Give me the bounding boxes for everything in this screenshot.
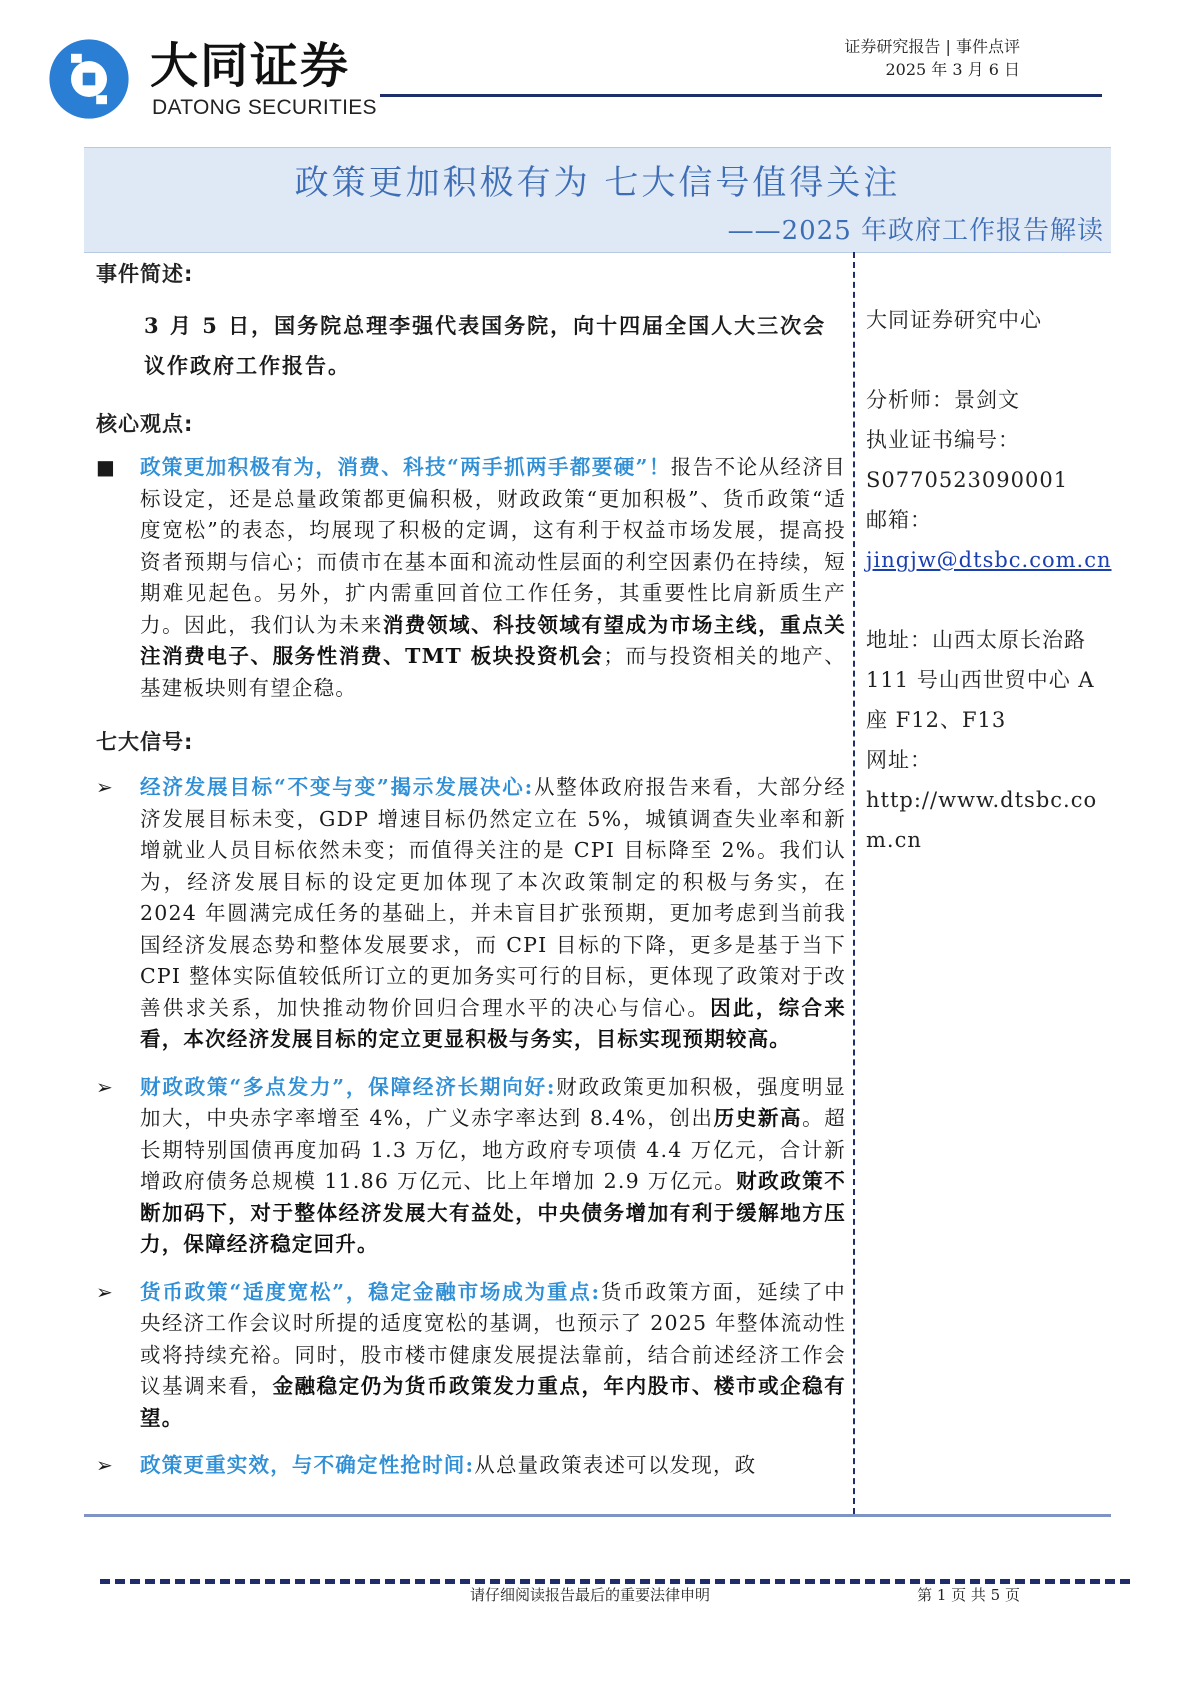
event-heading: 事件简述:	[96, 262, 194, 286]
signal-item	[96, 1072, 846, 1261]
column-divider	[853, 252, 855, 1514]
signal-highlight: 政策更重实效，与不确定性抢时间:	[140, 1453, 475, 1477]
signal-item	[96, 1450, 846, 1482]
page-number: 第 1 页 共 5 页	[917, 1586, 1020, 1604]
core-bold: 消费领域、科技领域有望成为市场主线，重点关注消费电子、服务性消费、TMT 板块投资机会	[140, 612, 847, 668]
arrow-bullet-icon: ➢	[96, 1279, 114, 1304]
signal-highlight: 经济发展目标“不变与变”揭示发展决心:	[140, 775, 534, 799]
event-text: 3 月 5 日，国务院总理李强代表国务院，向十四届全国人大三次会议作政府工作报告。	[144, 313, 827, 378]
report-type: 证券研究报告 | 事件点评	[844, 37, 1020, 56]
arrow-bullet-icon: ➢	[96, 1453, 114, 1477]
website-label: 网址：	[866, 748, 932, 772]
main-column	[96, 258, 846, 1498]
signal-text: 从总量政策表述可以发现，政	[474, 1453, 757, 1477]
signal-text: 财政政策更加积极，强度明显加大，中央赤字率增至 4%，广义赤字率达到 8.4%，创出	[140, 1074, 846, 1130]
email-label: 邮箱：	[866, 508, 932, 532]
email-link[interactable]: jingjw@dtsbc.com.cn	[866, 548, 1112, 572]
datong-logo-icon	[44, 34, 134, 124]
logo-en-text: DATONG SECURITIES	[152, 96, 377, 119]
header-rule	[380, 94, 1102, 97]
signal-item	[96, 772, 846, 1056]
signal-bold: 历史新高	[713, 1106, 803, 1130]
signal-text-2: 。超长期特别国债再度加码 1.3 万亿，地方政府专项债 4.4 万亿元，合计新增政府债务总规模 11.86 万亿元、比上年增加 2.9 万亿元。	[140, 1106, 846, 1193]
signal-bold: 因此，综合来看，本次经济发展目标的定立更显积极与务实，目标实现预期较高。	[140, 995, 846, 1051]
signal-bold-2: 财政政策不断加码下，对于整体经济发展大有益处，中央债务增加有利于缓解地方压力，保障经济稳定回升。	[140, 1169, 847, 1256]
report-date: 2025 年 3 月 6 日	[885, 60, 1020, 79]
core-view-paragraph	[96, 452, 846, 704]
signal-text: 货币政策方面，延续了中央经济工作会议时所提的适度宽松的基调，也预示了 2025 年整体流动性或将持续充裕。同时，股市楼市健康发展提法靠前，结合前述经济工作会议基调来看，	[140, 1279, 846, 1398]
content-bottom-rule	[84, 1514, 1111, 1517]
core-heading: 核心观点:	[96, 412, 194, 436]
core-text-2: ；而与投资相关的地产、基建板块则有望企稳。	[140, 644, 846, 700]
signal-text: 从整体政府报告来看，大部分经济发展目标未变，GDP 增速目标仍然定立在 5%，城镇调查失业率和新增就业人员目标依然未变；而值得关注的是 CPI 目标降至 2%。我们认为，经济发展目标的设定更加体现了本次政策制定的积极与务实，在 2024 年圆满完成任务的基础上，并未盲目扩张预期，更加考虑到当前我国经济发展态势和整体发展要求，而 CPI 目标的下降，更多是基于当下 CPI 整体实际值较低所订立的更加务实可行的目标，更体现了政策对于改善供求关系，加快推动物价回归合理水平的决心与信心。	[140, 775, 846, 1020]
signal-highlight: 财政政策“多点发力”，保障经济长期向好:	[140, 1074, 556, 1099]
website-link[interactable]: http://www.dtsbc.com.cn	[866, 788, 1098, 852]
core-highlight: 政策更加积极有为，消费、科技“两手抓两手都要硬”！	[140, 455, 671, 479]
footer-disclaimer: 请仔细阅读报告最后的重要法律申明	[469, 1586, 710, 1604]
sidebar	[866, 300, 1112, 860]
core-text-1: 报告不论从经济目标设定，还是总量政策都更偏积极，财政政策“更加积极”、货币政策“适度宽松”的表态，均展现了积极的定调，这有利于权益市场发展，提高投资者预期与信心；而债市在基本面和流动性层面的利空因素仍在持续，短期难见起色。另外，扩内需重回首位工作任务，其重要性比肩新质生产力。因此，我们认为未来	[140, 455, 846, 637]
research-center: 大同证券研究中心	[866, 308, 1042, 332]
analyst-name: 分析师：景剑文	[866, 388, 1020, 412]
page-title: 政策更加积极有为 七大信号值得关注	[294, 163, 901, 203]
signal-bold: 金融稳定仍为货币政策发力重点，年内股市、楼市或企稳有望。	[140, 1374, 847, 1430]
license-number: S0770523090001	[866, 468, 1069, 492]
signal-item	[96, 1277, 846, 1435]
license-label: 执业证书编号：	[866, 428, 1020, 452]
logo-cn-text: 大同证券	[150, 38, 351, 94]
page-subtitle: ——2025 年政府工作报告解读	[727, 216, 1104, 246]
address-text: 地址：山西太原长治路 111 号山西世贸中心 A 座 F12、F13	[866, 628, 1095, 732]
square-bullet-icon: ■	[96, 455, 117, 479]
arrow-bullet-icon: ➢	[96, 1074, 114, 1099]
signal-highlight: 货币政策“适度宽松”，稳定金融市场成为重点:	[140, 1279, 601, 1304]
arrow-bullet-icon: ➢	[96, 775, 114, 799]
signals-heading: 七大信号:	[96, 730, 194, 754]
